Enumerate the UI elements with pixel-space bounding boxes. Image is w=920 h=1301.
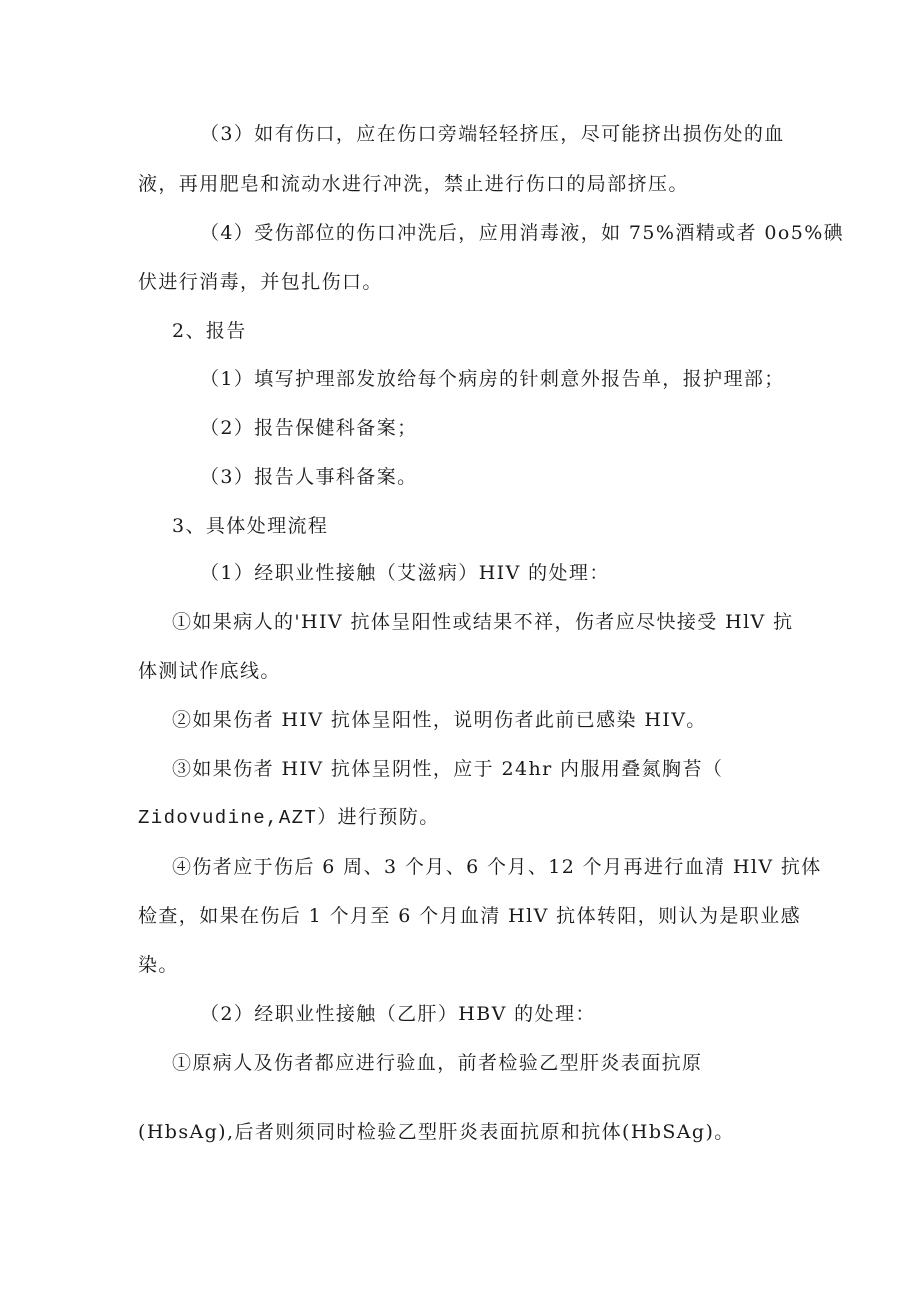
paragraph-line-21: (HbsAg),后者则须同时检验乙型肝炎表面抗原和抗体(HbSAg)。 [138,1121,735,1143]
paragraph-line-16: ④伤者应于伤后 6 周、3 个月、6 个月、12 个月再进行血清 HlV 抗体 [172,856,822,878]
paragraph-line-8: （3）报告人事科备案。 [200,466,418,488]
paragraph-line-2: 液，再用肥皂和流动水进行冲洗，禁止进行伤口的局部挤压。 [138,173,689,195]
paragraph-line-20: ①原病人及伤者都应进行验血，前者检验乙型肝炎表面抗原 [172,1052,703,1074]
paragraph-line-7: （2）报告保健科备案； [200,417,418,439]
paragraph-line-3: （4）受伤部位的伤口冲洗后，应用消毒液，如 75%酒精或者 0o5%碘 [200,222,845,244]
paragraph-line-15: Zidovudine,AZT）进行预防。 [138,807,440,829]
paragraph-line-14: ③如果伤者 HIV 抗体呈阴性，应于 24hr 内服用叠氮胸苔（ [172,758,724,780]
paragraph-line-19: （2）经职业性接触（乙肝）HBV 的处理： [200,1003,596,1025]
paragraph-line-10: （1）经职业性接触（艾滋病）HIV 的处理： [200,562,610,584]
paragraph-line-13: ②如果伤者 HIV 抗体呈阳性，说明伤者此前已感染 HIV。 [172,709,707,731]
paragraph-line-17: 检查，如果在伤后 1 个月至 6 个月血清 HlV 抗体转阳，则认为是职业感 [138,905,801,927]
section-heading-report: 2、报告 [172,320,247,342]
paragraph-line-11: ①如果病人的'HIV 抗体呈阳性或结果不祥，伤者应尽快接受 HlV 抗 [172,611,794,633]
paragraph-line-6: （1）填写护理部发放给每个病房的针刺意外报告单，报护理部； [200,368,785,390]
paragraph-line-4: 伏进行消毒，并包扎伤口。 [138,271,383,293]
section-heading-procedure: 3、具体处理流程 [172,515,329,537]
paragraph-line-12: 体测试作底线。 [138,660,281,682]
paragraph-line-1: （3）如有伤口，应在伤口旁端轻轻挤压，尽可能挤出损伤处的血 [200,123,785,145]
paragraph-line-18: 染。 [138,954,179,976]
